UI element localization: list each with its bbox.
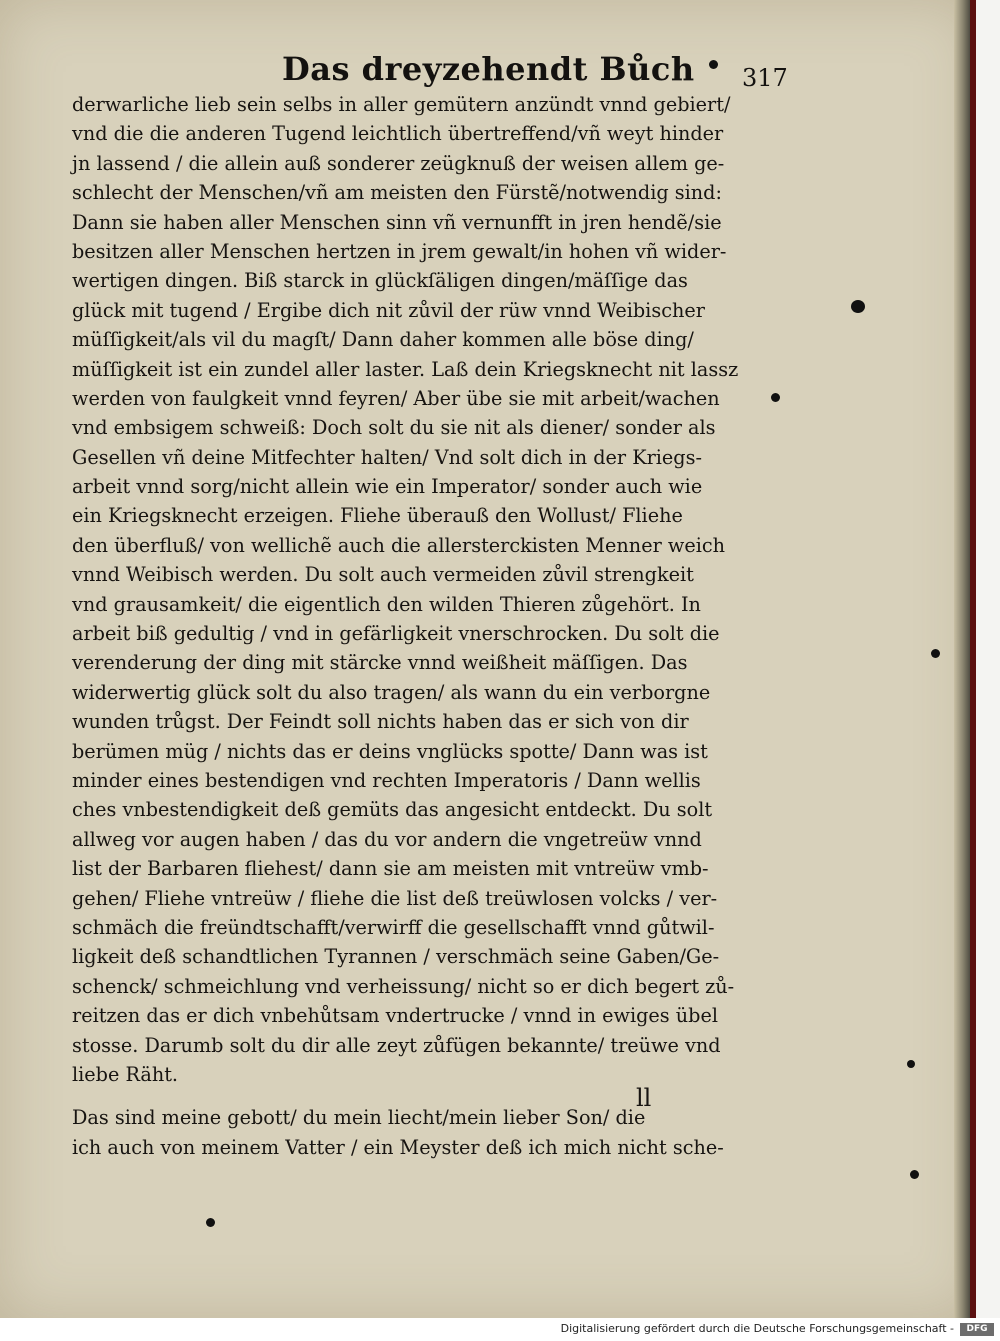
text-line: derwarliche lieb sein selbs in aller gemütern anzündt vnnd gebiert/ [72, 93, 731, 116]
text-line: vnd die die anderen Tugend leichtlich übertreffend/vñ weyt hinder [72, 122, 724, 146]
text-line: widerwertig glück solt du also tragen/ als wann du ein verborgne [72, 680, 711, 704]
text-line: vnd embsigem schweiß: Doch solt du sie nit als diener/ sonder als [72, 416, 716, 440]
ink-spot [206, 1218, 215, 1227]
page-header [0, 44, 976, 94]
text-line: werden von faulgkeit vnnd feyren/ Aber übe sie mit arbeit/wachen [72, 386, 720, 410]
catchword: ll [636, 1084, 652, 1112]
ink-spot [851, 300, 865, 313]
text-line: ches vnbestendigkeit deß gemüts das angesicht entdeckt. Du solt [72, 798, 713, 822]
text-line: schlecht der Menschen/vñ am meisten den Fürstẽ/notwendig sind: [72, 181, 722, 205]
text-line: minder eines bestendigen vnd rechten Imperatoris / Dann wellis [72, 768, 701, 792]
text-line: liebe Räht. [72, 1062, 179, 1086]
dfg-logo: DFG [960, 1323, 994, 1336]
text-line: wunden trůgst. Der Feindt soll nichts haben das er sich von dir [72, 710, 689, 734]
text-line: wertigen dingen. Biß starck in glückſäligen dingen/mäſſige das [72, 269, 688, 293]
text-line: ein Kriegsknecht erzeigen. Fliehe überauß den Wollust/ Fliehe [72, 504, 683, 528]
page-edge-binding [970, 0, 976, 1318]
text-line: verenderung der ding mit stärcke vnnd weißheit mäſſigen. Das [72, 651, 688, 675]
text-line: ligkeit deß schandtlichen Tyrannen / verschmäch seine Gaben/Ge- [72, 945, 720, 969]
text-line: müſſigkeit/als vil du magſt/ Dann daher kommen alle böse ding/ [72, 328, 694, 352]
text-line: arbeit biß gedultig / vnd in gefärligkeit vnerschrocken. Du solt die [72, 622, 720, 646]
text-line: vnd grausamkeit/ die eigentlich den wilden Thieren zůgehört. In [72, 592, 701, 616]
text-line: Gesellen vñ deine Mitfechter halten/ Vnd solt dich in der Kriegs- [72, 445, 702, 469]
ink-spot [709, 60, 718, 69]
running-head: Das dreyzehendt Bůch [282, 50, 695, 88]
text-line: list der Barbaren fliehest/ dann sie am meisten mit vntreüw vmb- [72, 857, 709, 881]
funding-credit: Digitalisierung gefördert durch die Deutsche Forschungsgemeinschaft - [560, 1322, 954, 1335]
text-line: glück mit tugend / Ergibe dich nit zůvil der rüw vnnd Weibischer [72, 298, 705, 322]
text-line: arbeit vnnd sorg/nicht allein wie ein Imperator/ sonder auch wie [72, 475, 703, 499]
text-line: schenck/ schmeichlung vnd verheissung/ nicht so er dich begert zů- [72, 974, 735, 998]
ink-spot [907, 1060, 915, 1068]
text-line: jn lassend / die allein auß sonderer zeügknuß der weisen allem ge- [72, 151, 725, 175]
text-line: schmäch die freündtschafft/verwirff die gesellschafft vnnd gůtwil- [72, 915, 715, 939]
body-text [72, 90, 772, 1162]
text-line: allweg vor augen haben / das du vor andern die vngetreüw vnnd [72, 827, 702, 851]
text-line: Das sind meine gebott/ du mein liecht/mein lieber Son/ die [72, 1106, 646, 1130]
ink-spot [771, 393, 780, 402]
paragraph-gap [72, 1089, 772, 1103]
ink-spot [910, 1170, 919, 1179]
text-line: gehen/ Fliehe vntreüw / fliehe die list deß treüwlosen volcks / ver- [72, 886, 718, 910]
text-line: berümen müg / nichts das er deins vnglücks spotte/ Dann was ist [72, 739, 708, 763]
text-line: Dann sie haben aller Menschen sinn vñ vernunfft in jren hendẽ/sie [72, 210, 722, 234]
text-line: reitzen das er dich vnbehůtsam vndertrucke / vnnd in ewiges übel [72, 1004, 718, 1028]
text-line: ich auch von meinem Vatter / ein Meyster deß ich mich nicht sche- [72, 1135, 724, 1159]
text-line: stosse. Darumb solt du dir alle zeyt zůfügen bekannte/ treüwe vnd [72, 1033, 721, 1057]
text-line: müſſigkeit ist ein zundel aller laster. Laß dein Kriegsknecht nit lassz [72, 357, 739, 381]
footer-bar [0, 1318, 1000, 1341]
page-number: 317 [742, 64, 788, 92]
text-line: vnnd Weibisch werden. Du solt auch vermeiden zůvil strengkeit [72, 563, 694, 587]
text-line: den überfluß/ von wellichẽ auch die allersterckisten Menner weich [72, 533, 725, 557]
ink-spot [931, 649, 940, 658]
text-line: besitzen aller Menschen hertzen in jrem gewalt/in hohen vñ wider- [72, 239, 727, 263]
